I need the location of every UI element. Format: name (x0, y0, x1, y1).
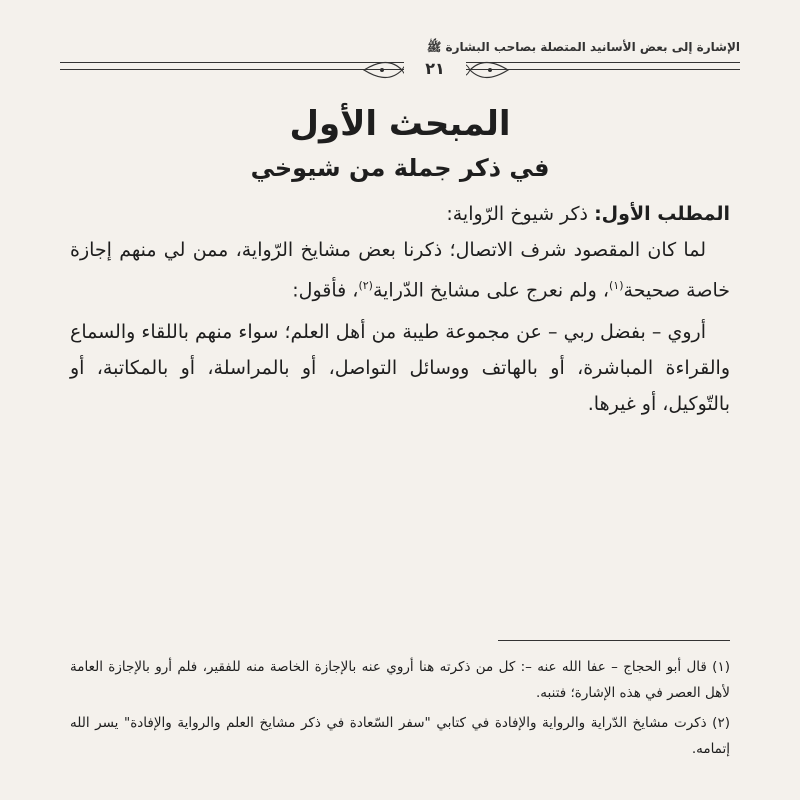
section-heading-line (70, 196, 730, 232)
footnote-1: (١) قال أبو الحجاج – عفا الله عنه –: كل من ذكرته هنا أروي عنه بالإجازة الخاصة منه للفقير، فلم أرو بالإجازة العامة لأهل العصر في هذه الإشارة؛ فتنبه. (70, 659, 730, 701)
paragraph-1-part-a: لما كان المقصود شرف الاتصال؛ ذكرنا بعض مشايخ الرّواية، ممن لي منهم إجازة خاصة صحيحة (70, 239, 730, 302)
paragraph-1 (70, 232, 730, 308)
chapter-title: المبحث الأول (289, 104, 511, 144)
page-number: ٢١ (404, 58, 466, 80)
paragraph-1-part-c: ، فأقول: (292, 279, 359, 302)
paragraph-1-part-b: ، ولم نعرج على مشايخ الدّراية (372, 279, 609, 302)
running-header-title: الإشارة إلى بعض الأسانيد المتصلة بصاحب البشارة ﷺ (426, 40, 740, 54)
section-heading-rest: ذكر شيوخ الرّواية: (446, 203, 595, 225)
chapter-subtitle: في ذكر جملة من شيوخي (250, 154, 550, 182)
footnote-ref-1: (١) (609, 279, 624, 292)
footnote-2: (٢) ذكرت مشايخ الدّراية والرواية والإفادة في كتابي "سفر السّعادة في ذكر مشايخ العلم والرواية والإفادة" يسر الله إتمامه. (70, 715, 730, 757)
footnote-rule (498, 640, 730, 641)
paragraph-2: أروي – بفضل ربي – عن مجموعة طيبة من أهل العلم؛ سواء منهم باللقاء والسماع والقراءة المباشرة، أو بالهاتف ووسائل التواصل، أو بالمراسلة، أو بالمكاتبة، أو بالتّوكيل، أو غيرها. (70, 321, 730, 416)
footnotes (70, 654, 730, 766)
main-text (70, 196, 730, 422)
section-heading: المطلب الأول: (594, 203, 730, 225)
footnote-ref-2: (٢) (358, 279, 373, 292)
